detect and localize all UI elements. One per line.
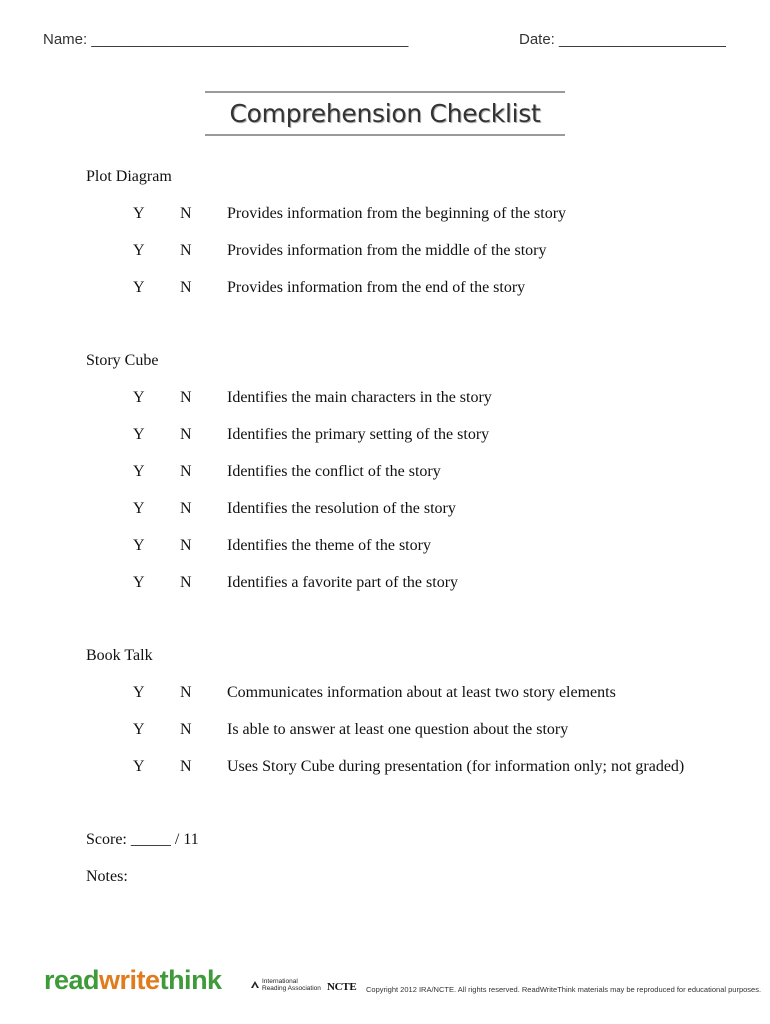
yes-option: Y	[133, 426, 145, 443]
checklist-row	[0, 389, 770, 409]
title-box	[205, 91, 565, 136]
yes-option: Y	[133, 721, 145, 738]
criterion-text: Uses Story Cube during presentation (for information only; not graded)	[227, 758, 685, 775]
checklist-row	[0, 279, 770, 299]
criterion-text: Provides information from the end of the story	[227, 279, 526, 296]
checklist-row	[0, 574, 770, 594]
yes-option: Y	[133, 463, 145, 480]
ira-logo	[250, 978, 322, 996]
yes-option: Y	[133, 574, 145, 591]
section-title-plot-diagram: Plot Diagram	[86, 168, 172, 185]
ira-emblem-icon	[250, 980, 260, 990]
no-option: N	[180, 721, 192, 738]
yes-option: Y	[133, 389, 145, 406]
checklist-row	[0, 721, 770, 741]
checklist-row	[0, 463, 770, 483]
criterion-text: Identifies the resolution of the story	[227, 500, 456, 517]
no-option: N	[180, 684, 192, 701]
checklist-row	[0, 242, 770, 262]
name-field-label: Name: ______________________________________	[43, 31, 409, 48]
yes-option: Y	[133, 205, 145, 222]
ncte-logo: NCTE	[327, 981, 357, 993]
yes-option: Y	[133, 500, 145, 517]
yes-option: Y	[133, 684, 145, 701]
logo-read: read	[44, 965, 100, 995]
criterion-text: Identifies the conflict of the story	[227, 463, 441, 480]
criterion-text: Identifies the main characters in the story	[227, 389, 492, 406]
criterion-text: Identifies the primary setting of the story	[227, 426, 490, 443]
notes-label: Notes:	[86, 868, 128, 885]
page-title: Comprehension Checklist	[229, 99, 541, 128]
no-option: N	[180, 537, 192, 554]
checklist-row	[0, 758, 770, 778]
score-line: Score: _____ / 11	[86, 831, 199, 848]
criterion-text: Provides information from the middle of the story	[227, 242, 547, 259]
yes-option: Y	[133, 537, 145, 554]
criterion-text: Is able to answer at least one question about the story	[227, 721, 569, 738]
criterion-text: Identifies a favorite part of the story	[227, 574, 459, 591]
yes-option: Y	[133, 279, 145, 296]
criterion-text: Identifies the theme of the story	[227, 537, 431, 554]
no-option: N	[180, 205, 192, 222]
checklist-row	[0, 684, 770, 704]
copyright-notice: Copyright 2012 IRA/NCTE. All rights reserved. ReadWriteThink materials may be reproduced for educational purposes.	[366, 985, 762, 994]
readwritethink-logo	[44, 965, 222, 996]
no-option: N	[180, 574, 192, 591]
ira-line-2: Reading Association	[262, 985, 321, 992]
checklist-row	[0, 205, 770, 225]
no-option: N	[180, 279, 192, 296]
yes-option: Y	[133, 242, 145, 259]
no-option: N	[180, 426, 192, 443]
no-option: N	[180, 463, 192, 480]
no-option: N	[180, 242, 192, 259]
date-field-label: Date: ____________________	[519, 31, 726, 48]
ira-line-1: International	[262, 978, 298, 985]
no-option: N	[180, 500, 192, 517]
no-option: N	[180, 389, 192, 406]
checklist-row	[0, 426, 770, 446]
checklist-row	[0, 537, 770, 557]
section-title-book-talk: Book Talk	[86, 647, 153, 664]
checklist-row	[0, 500, 770, 520]
logo-write: write	[99, 965, 160, 995]
criterion-text: Provides information from the beginning of the story	[227, 205, 567, 222]
yes-option: Y	[133, 758, 145, 775]
logo-think: think	[159, 965, 222, 995]
section-title-story-cube: Story Cube	[86, 352, 159, 369]
no-option: N	[180, 758, 192, 775]
criterion-text: Communicates information about at least two story elements	[227, 684, 616, 701]
